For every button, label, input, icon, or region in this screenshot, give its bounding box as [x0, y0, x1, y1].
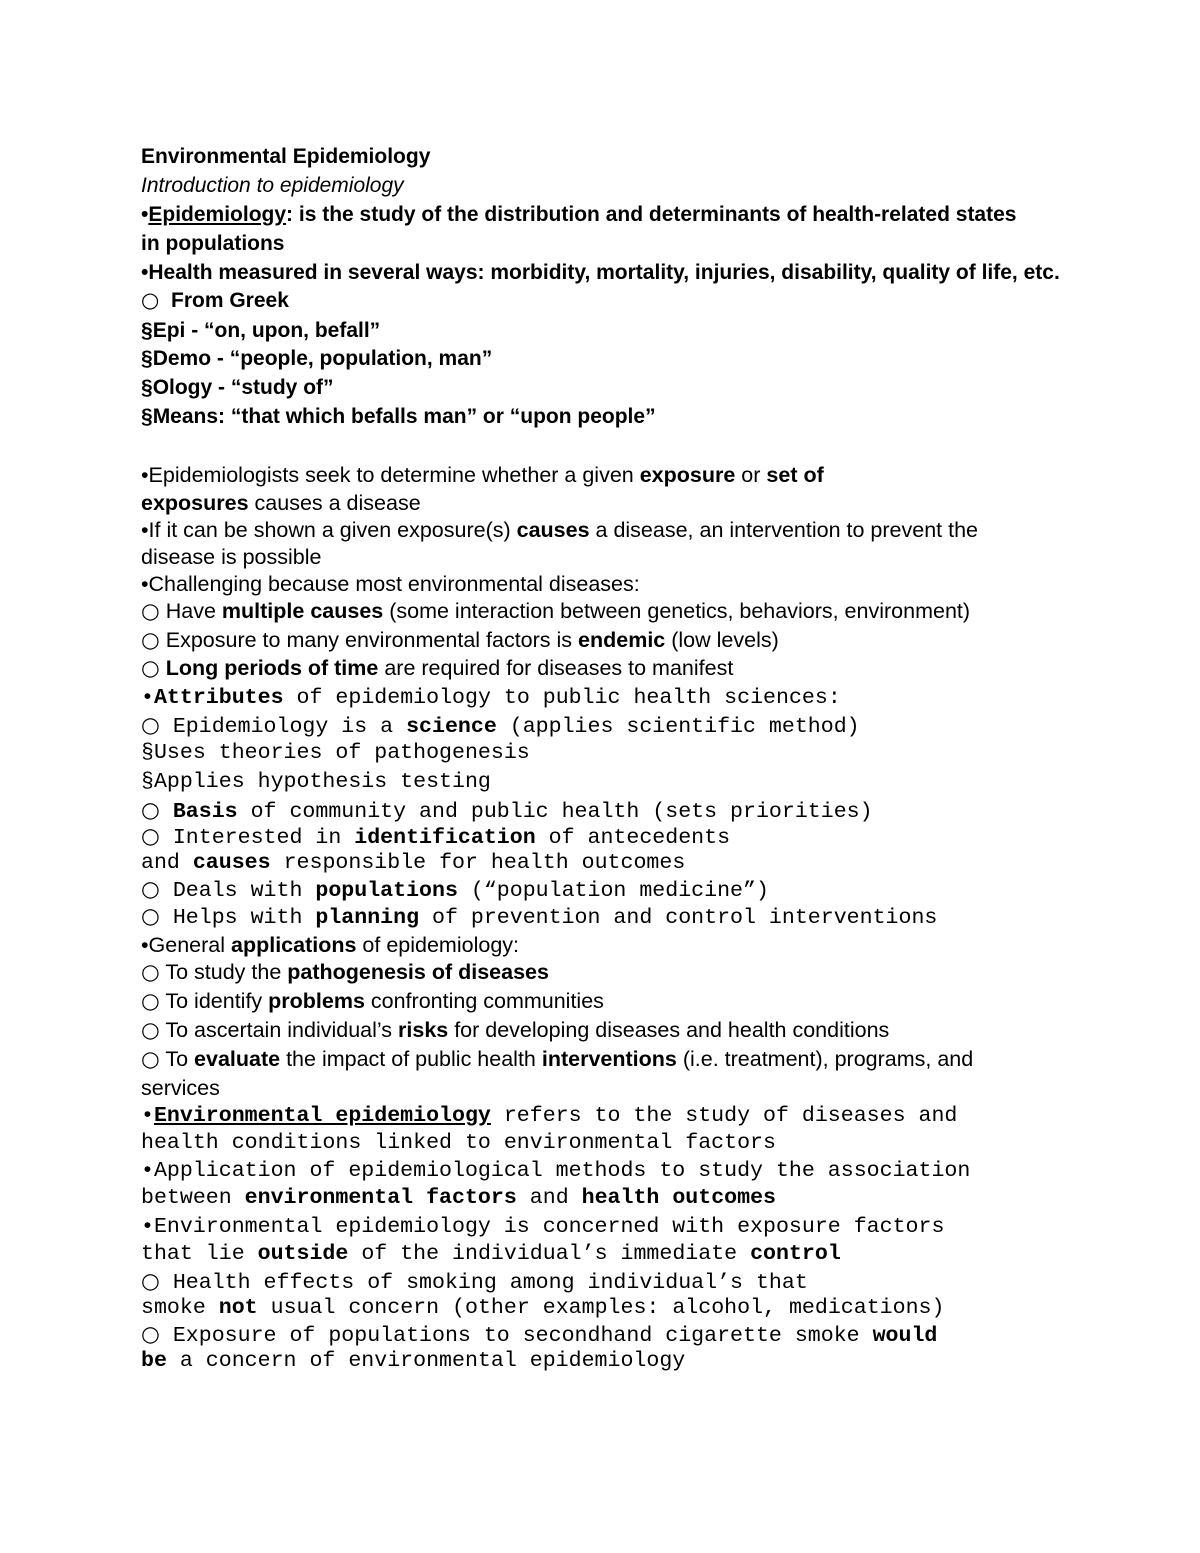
attribute-populations: ○ Deals with populations (“population medicine”) — [141, 877, 769, 903]
concerned-line-cont: that lie outside of the individual’s immediate control — [141, 1242, 841, 1266]
application-methods-line: •Application of epidemiological methods to study the association — [141, 1159, 971, 1183]
env-epi-definition-cont: health conditions linked to environmental factors — [141, 1131, 776, 1155]
epidemiology-definition: •Epidemiology: is the study of the distribution and determinants of health-related states — [141, 203, 1017, 226]
smoking-line-cont: smoke not usual concern (other examples: alcohol, medications) — [141, 1296, 945, 1320]
attribute-science: ○ Epidemiology is a science (applies scientific method) — [141, 713, 860, 739]
document-title: Environmental Epidemiology — [141, 145, 431, 168]
secondhand-line-cont: be a concern of environmental epidemiology — [141, 1349, 686, 1373]
challenging-line: •Challenging because most environmental diseases: — [141, 572, 640, 596]
challenge-item-1: ○ Have multiple causes (some interaction between genetics, behaviors, environment) — [141, 599, 971, 624]
application-item-1: ○ To study the pathogenesis of diseases — [141, 960, 549, 985]
concerned-line: •Environmental epidemiology is concerned with exposure factors — [141, 1215, 945, 1239]
from-greek-line: ○ From Greek — [141, 288, 289, 312]
smoking-line: ○ Health effects of smoking among individual’s that — [141, 1269, 808, 1295]
challenge-item-2: ○ Exposure to many environmental factors is endemic (low levels) — [141, 628, 779, 653]
health-measured-line: •Health measured in several ways: morbidity, mortality, injuries, disability, quality of life, etc. — [141, 261, 1060, 284]
shown-line-cont: disease is possible — [141, 545, 322, 569]
seek-line: •Epidemiologists seek to determine whether a given exposure or set of — [141, 463, 824, 487]
attribute-science-sub-2: §Applies hypothesis testing — [141, 770, 491, 794]
seek-line-cont: exposures causes a disease — [141, 491, 421, 515]
epidemiology-definition-cont: in populations — [141, 232, 285, 255]
means-line: §Means: “that which befalls man” or “upon people” — [141, 405, 656, 428]
challenge-item-3: ○ Long periods of time are required for diseases to manifest — [141, 656, 734, 681]
attribute-planning: ○ Helps with planning of prevention and control interventions — [141, 904, 938, 930]
demo-line: §Demo - “people, population, man” — [141, 347, 493, 370]
document-subtitle: Introduction to epidemiology — [141, 174, 404, 197]
attribute-basis: ○ Basis of community and public health (sets priorities) — [141, 798, 873, 824]
epi-line: §Epi - “on, upon, befall” — [141, 319, 381, 342]
attribute-identification-cont: and causes responsible for health outcomes — [141, 851, 686, 875]
attributes-line: •Attributes of epidemiology to public health sciences: — [141, 686, 841, 710]
application-item-4: ○ To evaluate the impact of public health interventions (i.e. treatment), programs, and — [141, 1047, 974, 1072]
ology-line: §Ology - “study of” — [141, 376, 334, 399]
attribute-science-sub-1: §Uses theories of pathogenesis — [141, 741, 530, 765]
application-item-4-cont: services — [141, 1076, 220, 1100]
secondhand-line: ○ Exposure of populations to secondhand cigarette smoke would — [141, 1322, 938, 1348]
applications-line: •General applications of epidemiology: — [141, 933, 519, 957]
application-item-3: ○ To ascertain individual’s risks for developing diseases and health conditions — [141, 1018, 890, 1043]
env-epi-definition: •Environmental epidemiology refers to the study of diseases and — [141, 1104, 958, 1128]
shown-line: •If it can be shown a given exposure(s) causes a disease, an intervention to prevent the — [141, 518, 978, 542]
application-methods-cont: between environmental factors and health outcomes — [141, 1186, 776, 1210]
attribute-identification: ○ Interested in identification of antecedents — [141, 824, 731, 850]
application-item-2: ○ To identify problems confronting communities — [141, 989, 604, 1014]
